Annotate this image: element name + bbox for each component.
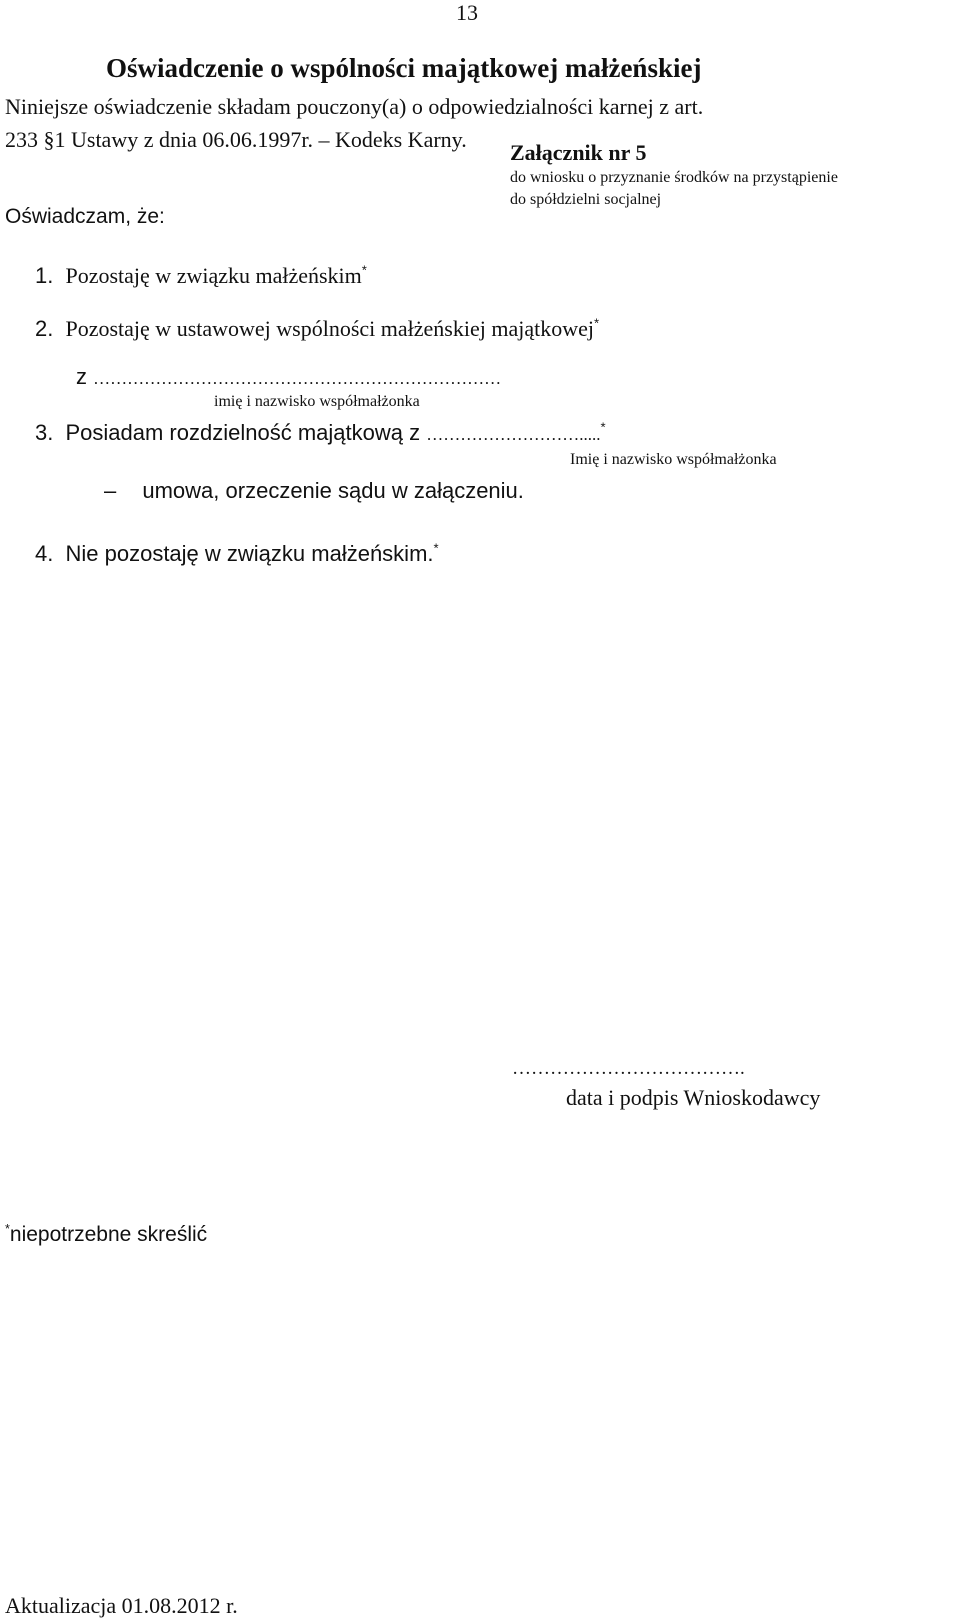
item-4-number: 4. bbox=[35, 541, 54, 566]
signature-dotted-line: ………………………………. bbox=[512, 1058, 745, 1079]
item-4-asterisk: * bbox=[433, 540, 439, 556]
item-3-caption: Imię i nazwisko współmałżonka bbox=[570, 451, 777, 468]
item-2-caption: imię i nazwisko współmałżonka bbox=[214, 393, 420, 410]
dash-bullet: – bbox=[104, 478, 117, 503]
item-4 bbox=[35, 541, 439, 567]
page-number: 13 bbox=[456, 0, 478, 25]
item-2-text: Pozostaję w ustawowej wspólności małżeńskiej majątkowej bbox=[65, 316, 594, 341]
item-2-number: 2. bbox=[35, 316, 54, 341]
annex-title: Załącznik nr 5 bbox=[510, 140, 647, 165]
footnote-text: niepotrzebne skreślić bbox=[9, 1223, 208, 1246]
item-1-number: 1. bbox=[35, 263, 54, 288]
item-3-sub bbox=[104, 478, 524, 504]
annex-subtitle-line2: do spółdzielni socjalnej bbox=[510, 191, 662, 208]
item-2-asterisk: * bbox=[593, 315, 600, 331]
annex-subtitle-line1: do wniosku o przyznanie środków na przystąpienie bbox=[510, 169, 838, 186]
signature-label: data i podpis Wnioskodawcy bbox=[566, 1085, 821, 1110]
intro-line1: Niniejsze oświadczenie składam pouczony(a) o odpowiedzialności karnej z art. bbox=[5, 94, 704, 119]
item-3-text: Posiadam rozdzielność majątkową z bbox=[65, 420, 421, 445]
item-3-sub-text: umowa, orzeczenie sądu w załączeniu. bbox=[142, 478, 524, 503]
document-heading: Oświadczenie o wspólności majątkowej małżeńskiej bbox=[106, 53, 702, 83]
item-3-asterisk: * bbox=[600, 419, 606, 435]
item-3-number: 3. bbox=[35, 420, 54, 445]
intro-line2: 233 §1 Ustawy z dnia 06.06.1997r. – Kodeks Karny. bbox=[5, 127, 467, 152]
item-2-prefix: z bbox=[76, 364, 87, 389]
item-1-text: Pozostaję w związku małżeńskim bbox=[65, 263, 362, 288]
item-2-dotted-line: ……………………………………………………………… bbox=[93, 369, 502, 388]
item-3-dotted-line: ………………………..... bbox=[426, 425, 601, 444]
footnote-asterisk: * bbox=[5, 1222, 10, 1236]
footnote bbox=[5, 1223, 207, 1247]
item-1 bbox=[35, 263, 367, 289]
item-3 bbox=[35, 420, 606, 446]
item-2 bbox=[35, 316, 599, 342]
item-2-spouse-field bbox=[76, 364, 501, 390]
item-4-text: Nie pozostaję w związku małżeńskim. bbox=[65, 541, 434, 566]
update-note: Aktualizacja 01.08.2012 r. bbox=[5, 1593, 238, 1618]
declare-label: Oświadczam, że: bbox=[5, 205, 165, 228]
item-1-asterisk: * bbox=[361, 262, 367, 278]
